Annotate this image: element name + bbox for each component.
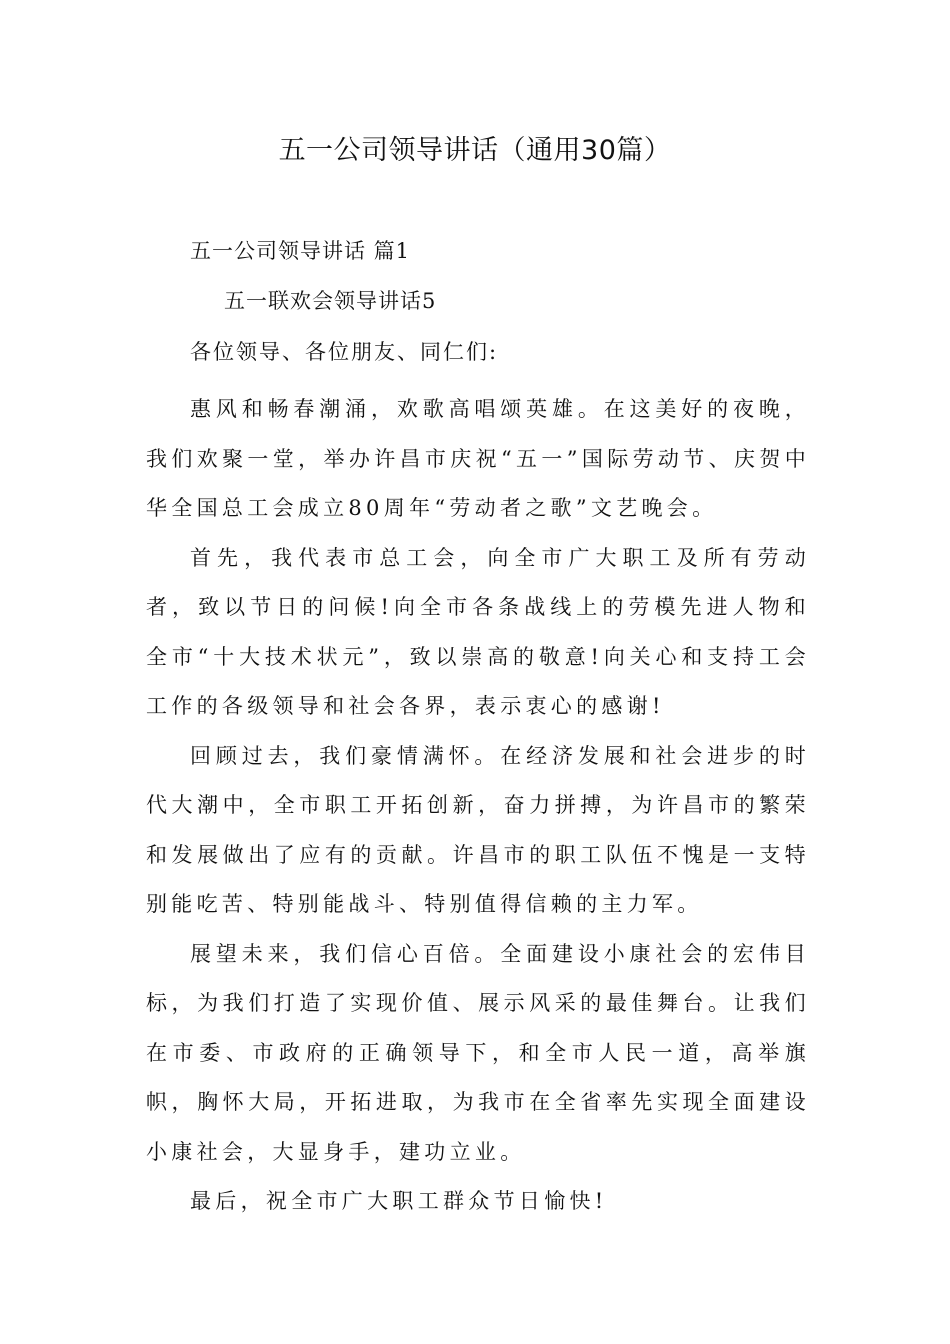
- paragraph: 惠风和畅春潮涌，欢歌高唱颂英雄。在这美好的夜晚，我们欢聚一堂，举办许昌市庆祝“五一”国际劳动节、庆贺中华全国总工会成立80周年“劳动者之歌”文艺晚会。: [146, 397, 810, 520]
- speech-subtitle: 五一联欢会领导讲话5: [224, 289, 437, 313]
- salutation: 各位领导、各位朋友、同仁们:: [190, 340, 499, 364]
- paragraph: 回顾过去，我们豪情满怀。在经济发展和社会进步的时代大潮中，全市职工开拓创新，奋力拼搏，为许昌市的繁荣和发展做出了应有的贡献。许昌市的职工队伍不愧是一支特别能吃苦、特别能战斗、特别值得信赖的主力军。: [146, 743, 810, 916]
- section-heading: 五一公司领导讲话 篇1: [190, 239, 411, 263]
- paragraph: 首先，我代表市总工会，向全市广大职工及所有劳动者，致以节日的问候!向全市各条战线上的劳模先进人物和全市“十大技术状元”，致以崇高的敬意!向关心和支持工会工作的各级领导和社会各界，表示衷心的感谢!: [146, 545, 810, 718]
- paragraph: 最后，祝全市广大职工群众节日愉快!: [190, 1189, 608, 1213]
- paragraph: 展望未来，我们信心百倍。全面建设小康社会的宏伟目标，为我们打造了实现价值、展示风采的最佳舞台。让我们在市委、市政府的正确领导下，和全市人民一道，高举旗帜，胸怀大局，开拓进取，为我市在全省率先实现全面建设小康社会，大显身手，建功立业。: [146, 941, 810, 1164]
- speech-body: [146, 385, 810, 1227]
- document-title: 五一公司领导讲话（通用30篇）: [278, 135, 672, 166]
